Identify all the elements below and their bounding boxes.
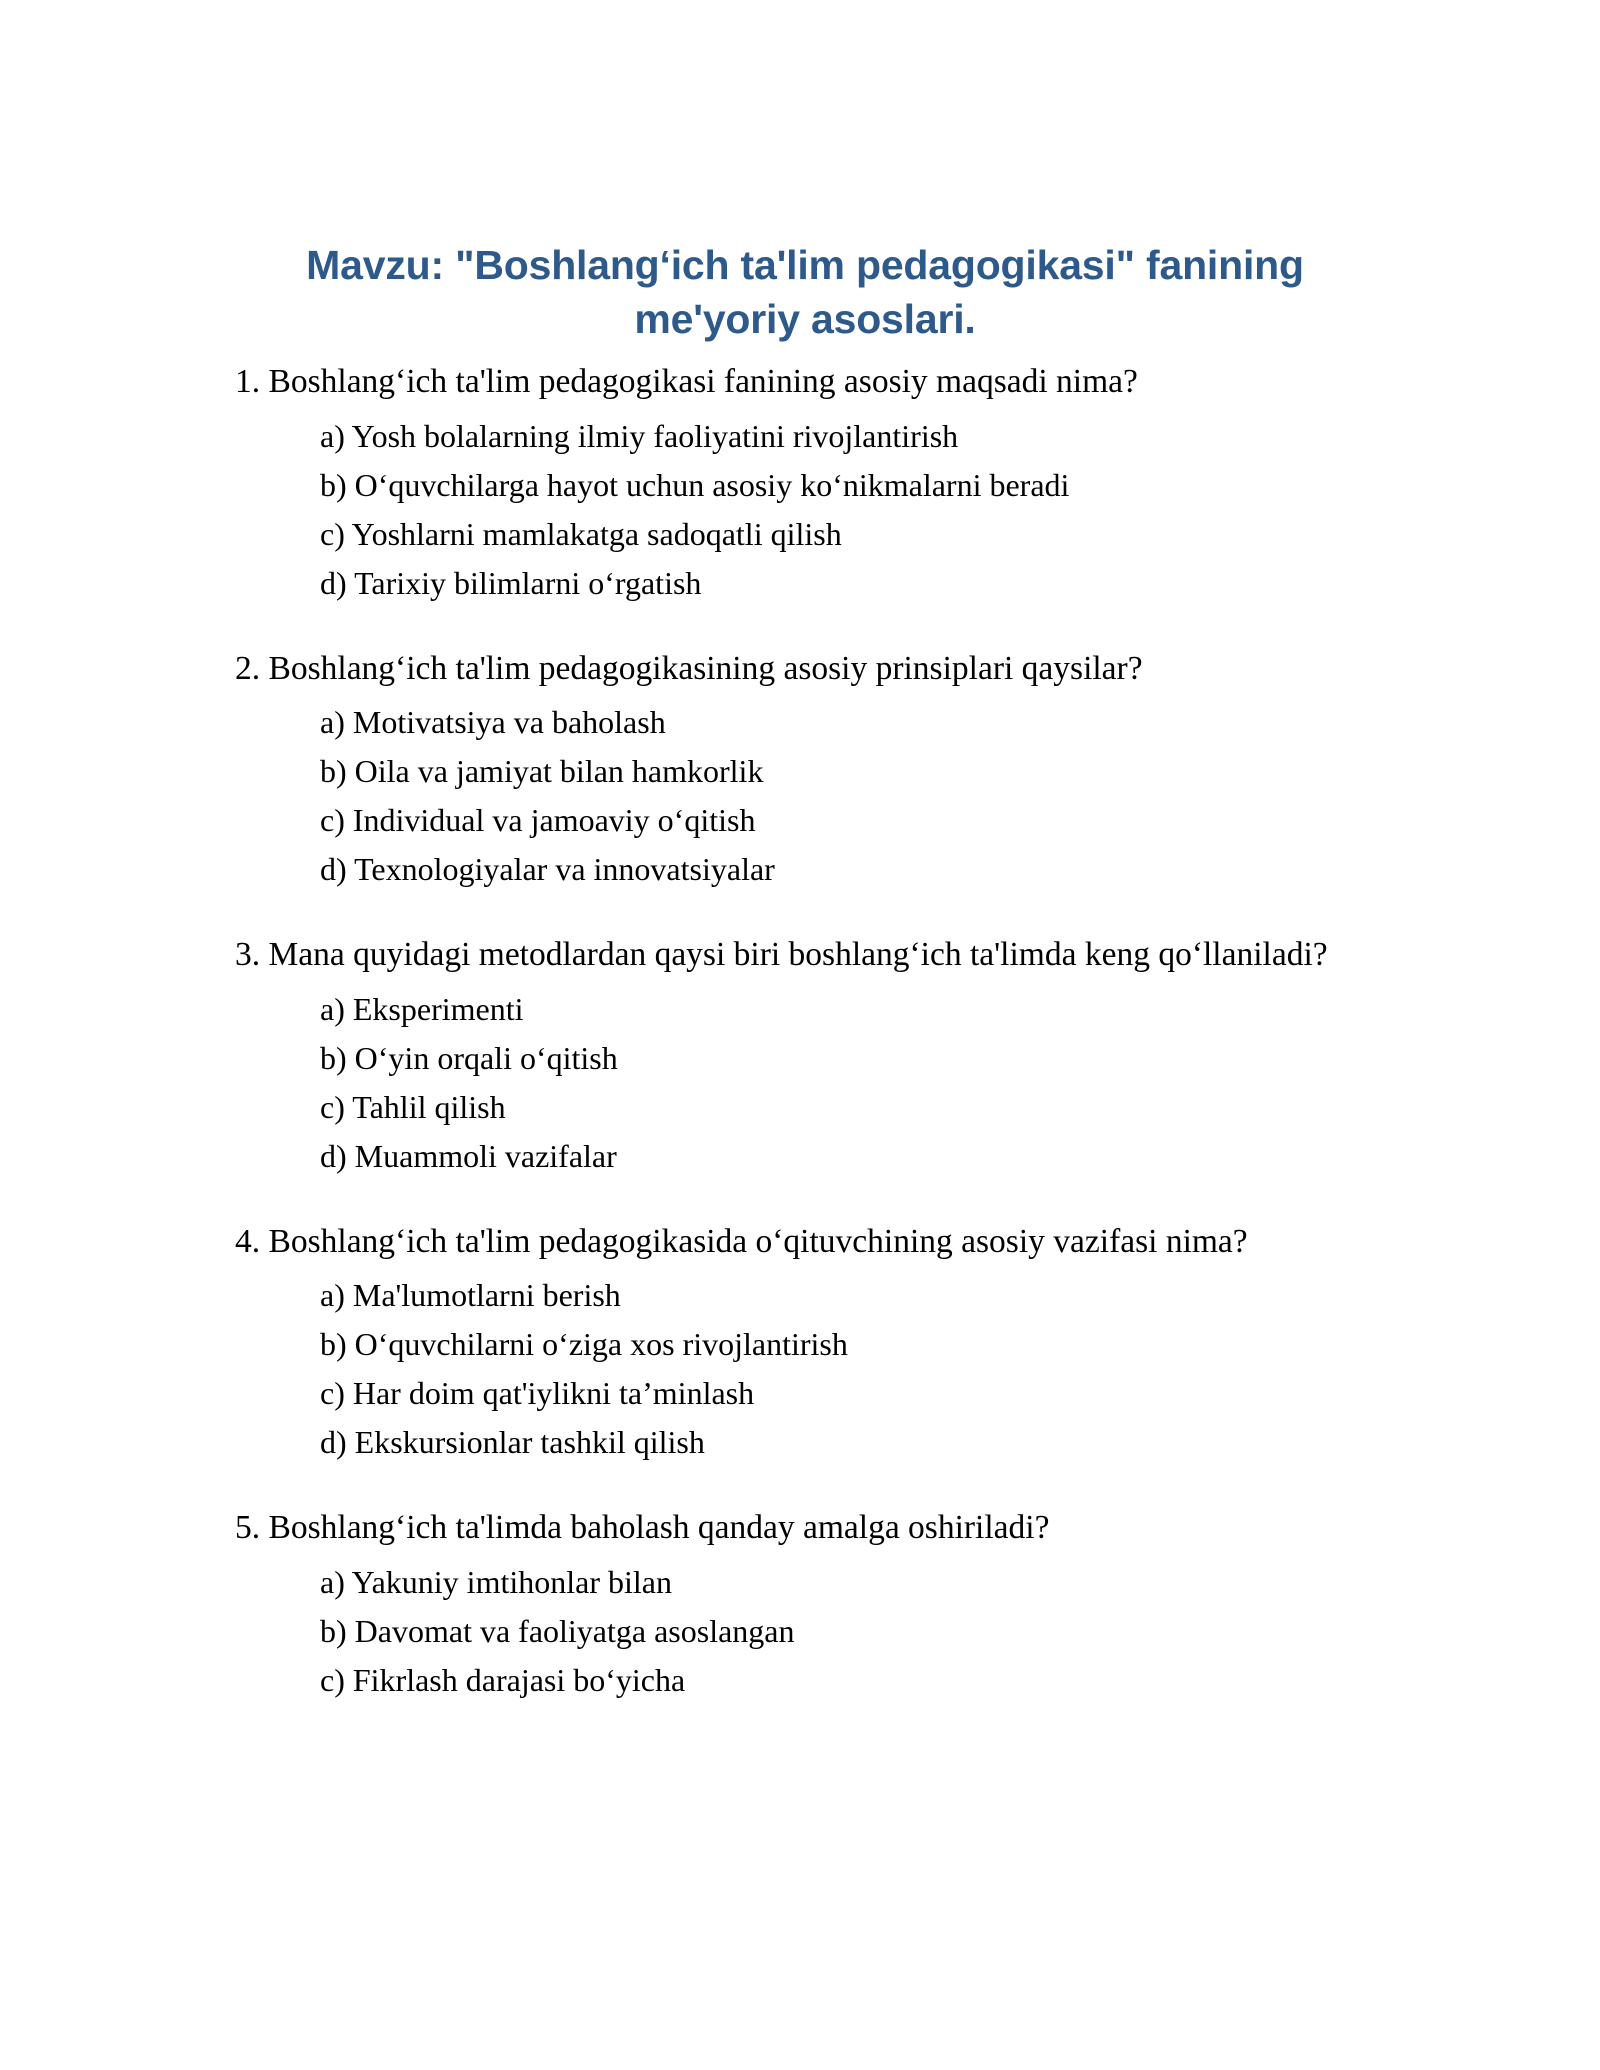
question-block <box>0 358 1600 599</box>
option-item[interactable]: d) Tarixiy bilimlarni o‘rgatish <box>320 564 702 601</box>
page-title: Mavzu: "Boshlang‘ich ta'lim pedagogikasi" fanining me'yoriy asoslari. <box>306 242 1304 343</box>
question-block <box>0 1218 1600 1459</box>
option-list <box>0 417 1600 601</box>
question-text: 4. Boshlang‘ich ta'lim pedagogikasida o‘qituvchining asosiy vazifasi nima? <box>235 1222 1248 1260</box>
option-item[interactable]: d) Muammoli vazifalar <box>320 1137 617 1174</box>
option-item[interactable]: c) Fikrlash darajasi bo‘yicha <box>320 1661 686 1698</box>
option-list <box>0 1563 1600 1698</box>
option-item[interactable]: a) Yakuniy imtihonlar bilan <box>320 1563 672 1600</box>
option-item[interactable]: a) Eksperimenti <box>320 990 524 1027</box>
question-block <box>0 645 1600 886</box>
option-item[interactable]: b) Oila va jamiyat bilan hamkorlik <box>320 753 764 790</box>
question-text: 5. Boshlang‘ich ta'limda baholash qanday amalga oshiriladi? <box>235 1509 1050 1547</box>
question-text: 1. Boshlang‘ich ta'lim pedagogikasi fanining asosiy maqsadi nima? <box>235 363 1138 400</box>
option-item[interactable]: a) Motivatsiya va baholash <box>320 704 666 741</box>
option-item[interactable]: d) Ekskursionlar tashkil qilish <box>320 1424 705 1461</box>
option-item[interactable]: a) Yosh bolalarning ilmiy faoliyatini rivojlantirish <box>320 417 959 454</box>
question-block <box>0 1504 1600 1696</box>
question-block <box>0 931 1600 1172</box>
questions-container <box>0 358 1600 1742</box>
option-item[interactable]: b) O‘quvchilarga hayot uchun asosiy ko‘nikmalarni beradi <box>320 466 1070 503</box>
question-text: 2. Boshlang‘ich ta'lim pedagogikasining asosiy prinsiplari qaysilar? <box>235 649 1143 687</box>
option-item[interactable]: b) O‘yin orqali o‘qitish <box>320 1039 618 1076</box>
option-item[interactable]: d) Texnologiyalar va innovatsiyalar <box>320 851 775 888</box>
question-text: 3. Mana quyidagi metodlardan qaysi biri boshlang‘ich ta'limda keng qo‘llaniladi? <box>235 936 1328 974</box>
option-item[interactable]: c) Individual va jamoaviy o‘qitish <box>320 802 756 839</box>
option-item[interactable]: b) O‘quvchilarni o‘ziga xos rivojlantirish <box>320 1326 848 1363</box>
option-item[interactable]: c) Har doim qat'iylikni ta’minlash <box>320 1375 755 1412</box>
option-item[interactable]: b) Davomat va faoliyatga asoslangan <box>320 1612 795 1649</box>
option-item[interactable]: c) Tahlil qilish <box>320 1088 506 1125</box>
option-list <box>0 990 1600 1174</box>
option-item[interactable]: a) Ma'lumotlarni berish <box>320 1277 621 1314</box>
option-item[interactable]: c) Yoshlarni mamlakatga sadoqatli qilish <box>320 515 842 552</box>
option-list <box>0 1277 1600 1461</box>
option-list <box>0 704 1600 888</box>
